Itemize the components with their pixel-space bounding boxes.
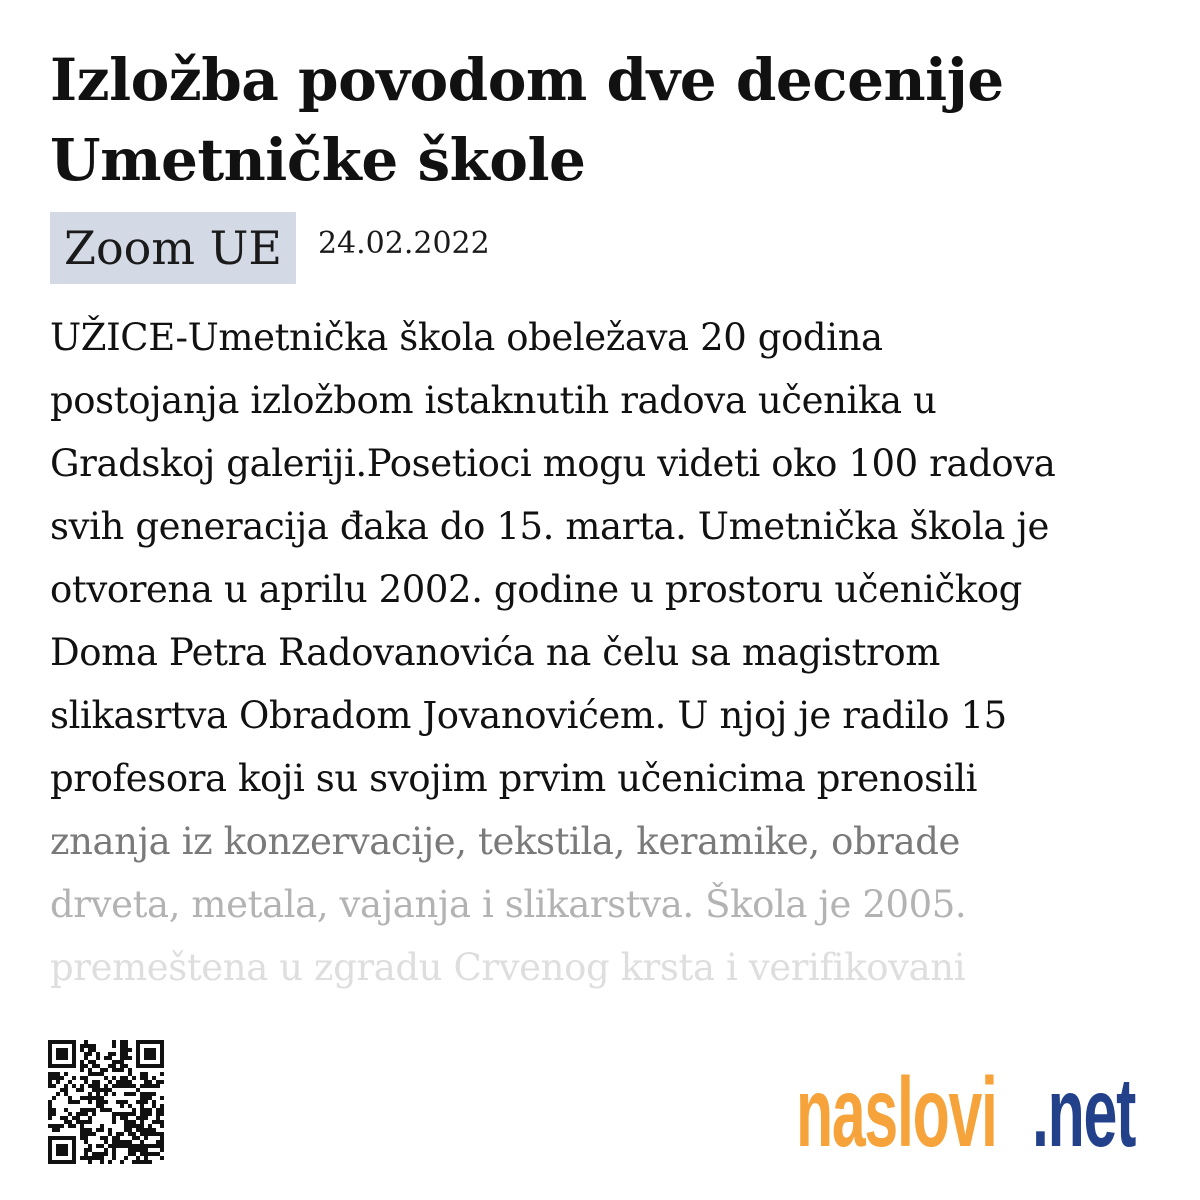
body-line: slikasrtva Obradom Jovanovićem. U njoj je radilo 15 [50,694,1007,737]
body-line: otvorena u aprilu 2002. godine u prostoru učeničkog [50,568,1022,611]
body-line-faded: premeštena u zgradu Crvenog krsta i verifikovani [50,946,966,989]
body-line-faded: drveta, metala, vajanja i slikarstva. Škola je 2005. [50,883,967,926]
article-title[interactable] [50,40,1150,200]
source-badge[interactable]: Zoom UE [50,212,296,284]
body-line: UŽICE-Umetnička škola obeležava 20 godina [50,316,883,359]
publish-date: 24.02.2022 [317,226,490,261]
body-line-faded: znanja iz konzervacije, tekstila, keramike, obrade [50,820,961,863]
naslovi-logo[interactable] [796,1057,1166,1167]
title-line-1: Izložba povodom dve decenije [50,46,1004,114]
title-line-2: Umetničke škole [50,126,586,194]
qr-code-icon[interactable] [48,1040,164,1164]
article [50,40,1150,999]
logo-text-primary: naslovi [796,1057,997,1167]
article-body [50,306,1150,999]
body-line: profesora koji su svojim prvim učenicima prenosili [50,757,978,800]
body-line: Doma Petra Radovanovića na čelu sa magistrom [50,631,940,674]
logo-text-secondary: .net [1032,1057,1136,1167]
body-line: svih generacija đaka do 15. marta. Umetnička škola je [50,505,1049,548]
body-line: postojanja izložbom istaknutih radova učenika u [50,379,937,422]
body-line: Gradskoj galeriji.Posetioci mogu videti oko 100 radova [50,442,1056,485]
article-meta [50,212,1150,284]
